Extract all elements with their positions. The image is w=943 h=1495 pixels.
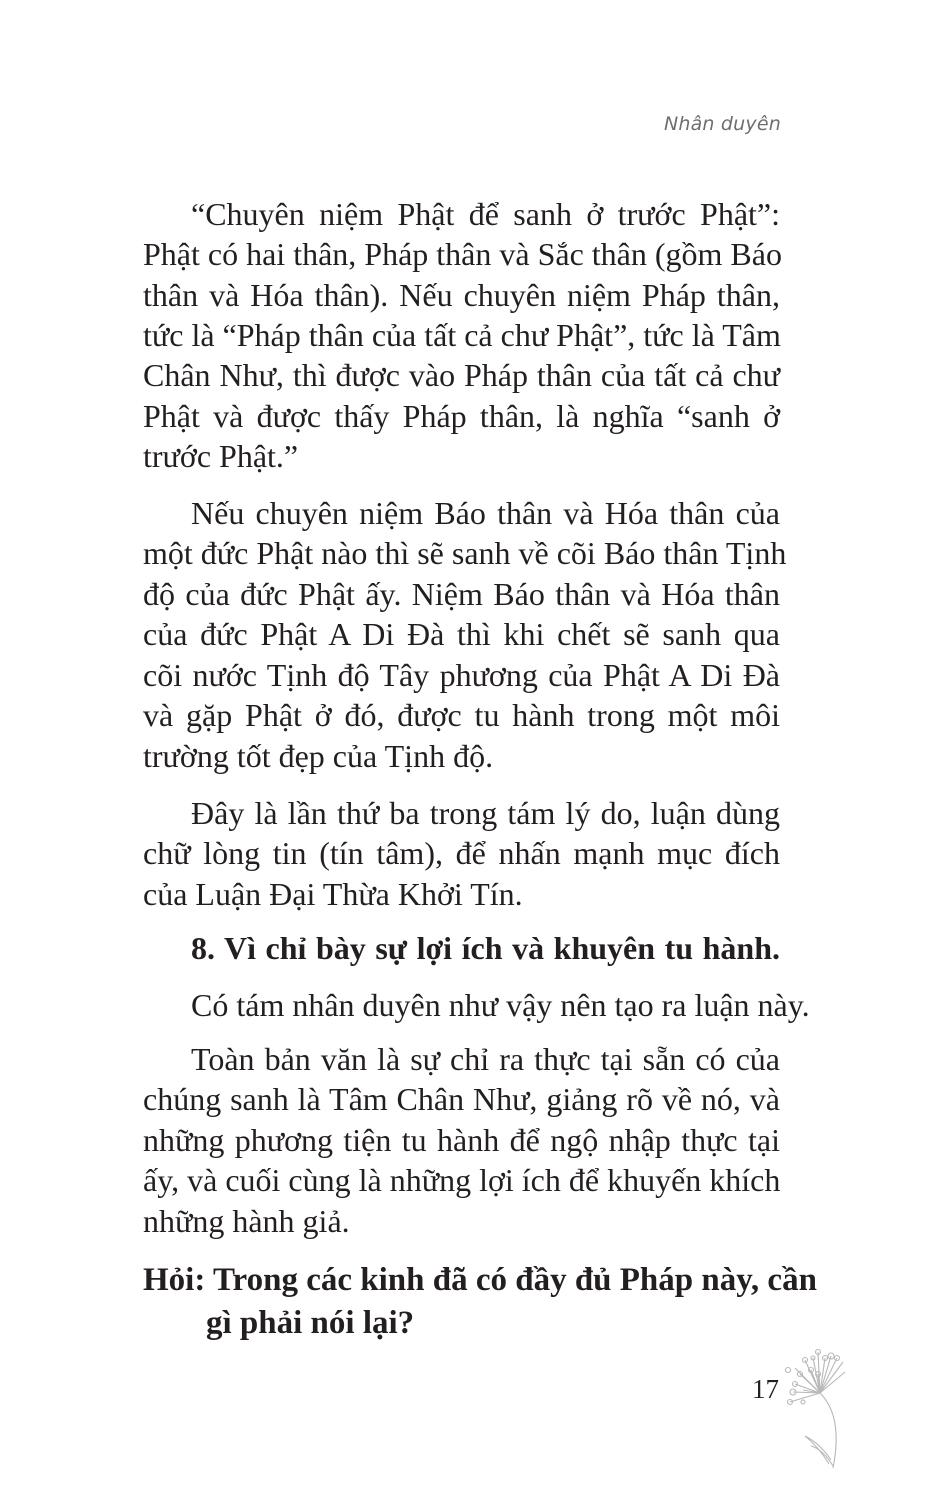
question-line: Hỏi: Trong các kinh đã có đầy đủ Pháp này, cần bbox=[143, 1262, 817, 1298]
text-line: trường tốt đẹp của Tịnh độ. bbox=[143, 738, 494, 774]
text-line: Chân Như, thì được vào Pháp thân của tất cả chư bbox=[143, 357, 780, 393]
text-line: độ của đức Phật ấy. Niệm Báo thân và Hóa thân bbox=[143, 576, 780, 612]
text-line: những hành giả. bbox=[143, 1203, 350, 1239]
text-line: Có tám nhân duyên như vậy nên tạo ra luận này. bbox=[191, 987, 810, 1023]
question-line: gì phải nói lại? bbox=[206, 1305, 415, 1341]
text-line: chúng sanh là Tâm Chân Như, giảng rõ về nó, và bbox=[143, 1081, 780, 1117]
text-line: Phật và được thấy Pháp thân, là nghĩa “sanh ở bbox=[143, 398, 780, 434]
text-line: và gặp Phật ở đó, được tu hành trong một môi bbox=[143, 697, 780, 733]
text-line: những phương tiện tu hành để ngộ nhập thực tại bbox=[143, 1122, 780, 1158]
text-line: Nếu chuyên niệm Báo thân và Hóa thân của bbox=[191, 495, 780, 531]
numbered-heading: 8. Vì chỉ bày sự lợi ích và khuyên tu hành. bbox=[191, 930, 780, 966]
text-line: Phật có hai thân, Pháp thân và Sắc thân (gồm Báo bbox=[143, 236, 782, 272]
text-line: thân và Hóa thân). Nếu chuyên niệm Pháp thân, bbox=[143, 277, 780, 313]
text-line: tức là “Pháp thân của tất cả chư Phật”, tức là Tâm bbox=[143, 317, 781, 353]
page-number: 17 bbox=[752, 1374, 779, 1404]
text-line: của đức Phật A Di Đà thì khi chết sẽ sanh qua bbox=[143, 616, 780, 652]
text-line: cõi nước Tịnh độ Tây phương của Phật A Di Đà bbox=[143, 657, 780, 693]
running-header: Nhân duyên bbox=[663, 113, 781, 135]
dandelion-flower-icon bbox=[785, 1348, 875, 1478]
text-line: một đức Phật nào thì sẽ sanh về cõi Báo thân Tịnh bbox=[143, 535, 787, 571]
text-line: ấy, và cuối cùng là những lợi ích để khuyến khích bbox=[143, 1162, 781, 1198]
text-line: của Luận Đại Thừa Khởi Tín. bbox=[143, 876, 523, 912]
text-line: Đây là lần thứ ba trong tám lý do, luận dùng bbox=[191, 795, 780, 831]
text-line: “Chuyên niệm Phật để sanh ở trước Phật”: bbox=[191, 196, 780, 232]
text-line: Toàn bản văn là sự chỉ ra thực tại sẵn có của bbox=[191, 1041, 780, 1077]
text-line: trước Phật.” bbox=[143, 438, 299, 474]
text-line: chữ lòng tin (tín tâm), để nhấn mạnh mục đích bbox=[143, 835, 780, 871]
